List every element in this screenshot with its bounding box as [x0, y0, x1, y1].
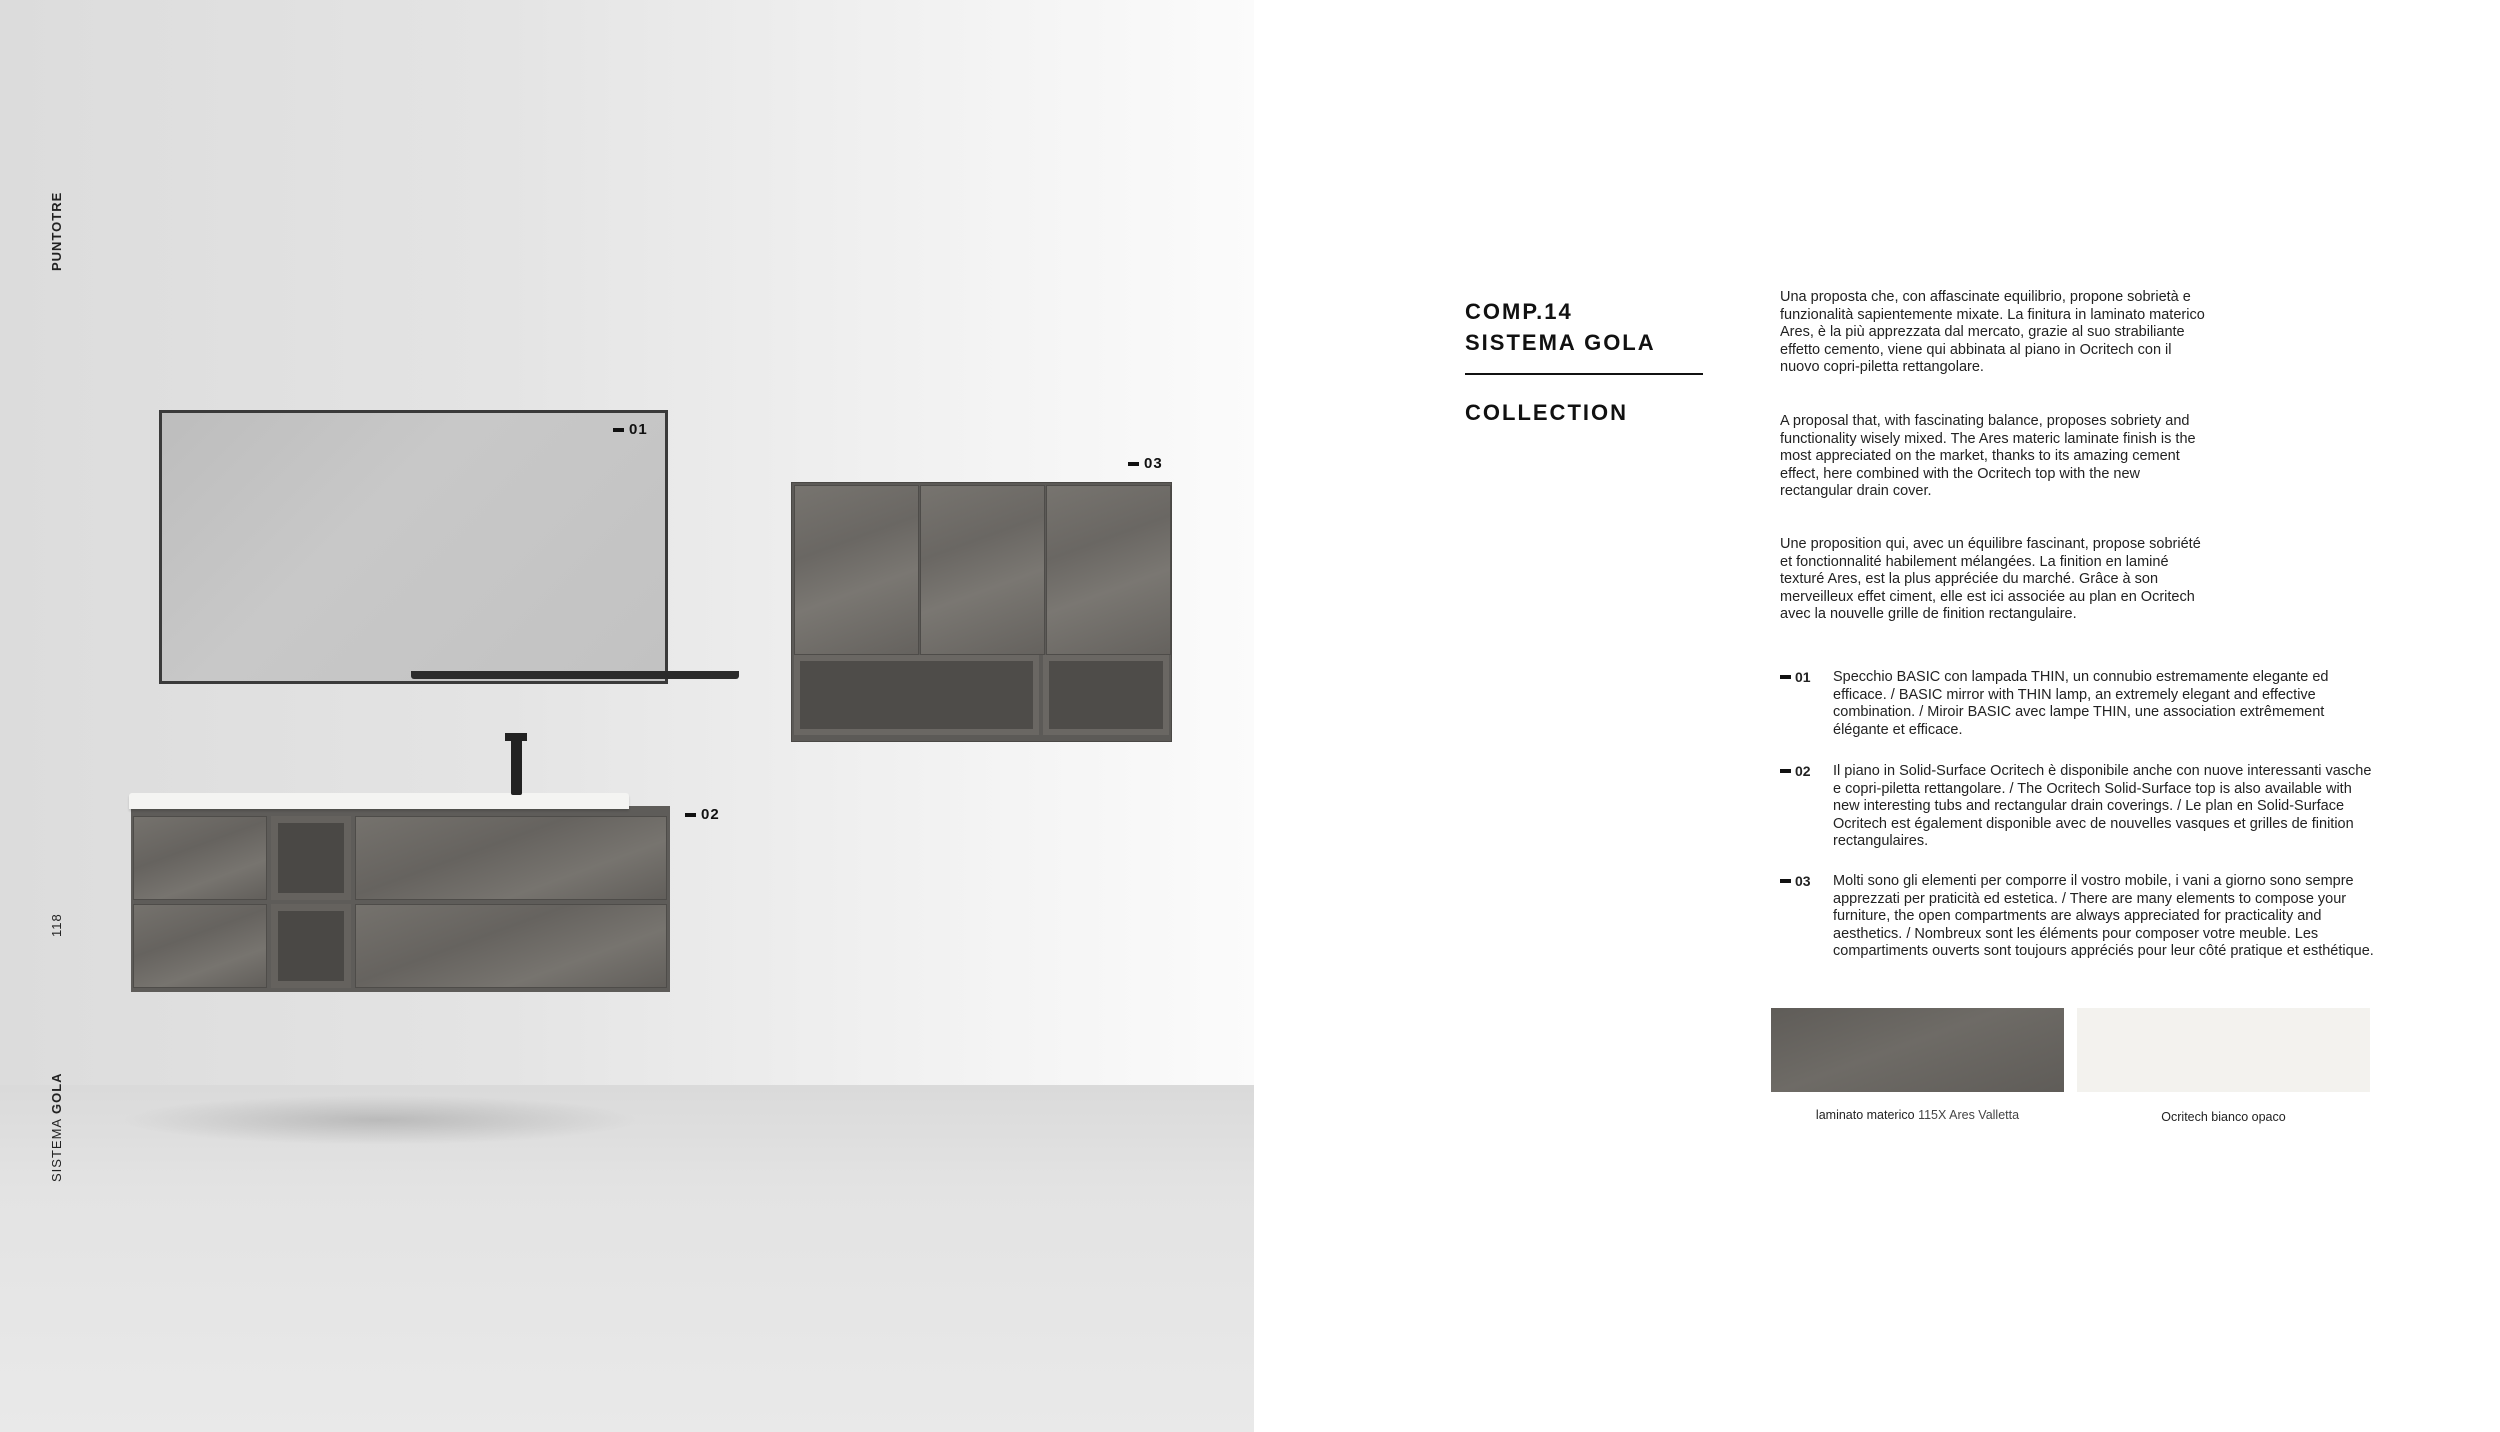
open-compartment [271, 904, 351, 988]
callout-03-label: 03 [1144, 455, 1163, 472]
brand-label: PUNTOTRE [49, 191, 64, 271]
page-number: 118 [49, 913, 64, 937]
callout-02-label: 02 [701, 806, 720, 823]
faucet [511, 733, 522, 795]
dash-icon [1780, 879, 1791, 883]
feature-number [1780, 669, 1833, 739]
title-divider [1465, 373, 1703, 375]
dash-icon [1128, 462, 1139, 466]
description-fr: Une proposition qui, avec un équilibre fascinant, propose sobriété et fonctionnalité habilement mélangées. La finition en laminé texturé Ares, est la plus appréciée du marché. Grâce à son merveilleux effet ciment, elle est ici associée au plan en Ocritech avec la nouvelle grille de finition rectangulaire. [1780, 536, 2201, 623]
cabinet-door [794, 485, 919, 655]
dash-icon [685, 813, 696, 817]
swatch-caption-ocritech: Ocritech bianco opaco [2161, 1110, 2286, 1124]
callout-01 [613, 421, 648, 438]
vanity-shadow [120, 1095, 640, 1145]
callout-01-label: 01 [629, 421, 648, 438]
collection-label-bold: GOLA [49, 1072, 64, 1115]
title-line-2: SISTEMA GOLA [1465, 330, 1656, 355]
drawer [133, 816, 267, 900]
feature-number-label: 02 [1795, 763, 1811, 779]
faucet-spout [505, 733, 527, 741]
feature-text: Molti sono gli elementi per comporre il vostro mobile, i vani a giorno sono sempre apprezzati per praticità ed estetica. / There are many elements to compose your furniture, the open compartments are always appreciated for practicality and aesthetics. / Nombreux sont les éléments pour composer votre meuble. Les compartiments ouverts sont toujours appréciés pour leur côté pratique et esthétique. [1833, 873, 2374, 960]
swatch-caption-main: laminato materico [1815, 1108, 1915, 1122]
callout-02 [685, 806, 720, 823]
feature-text: Il piano in Solid-Surface Ocritech è disponibile anche con nuove interessanti vasche e copri-piletta rettangolare. / The Ocritech Solid-Surface top is also available with new interesting tubs and rectangular drain coverings. / Le plan en Solid-Surface Ocritech est également disponible avec de nouvelles vasques et grilles de finition rectangulaires. [1833, 763, 2372, 850]
swatch-caption-ares [1771, 1108, 2064, 1122]
description-en: A proposal that, with fascinating balance, proposes sobriety and functionality wisely mixed. The Ares materic laminate finish is the most appreciated on the market, thanks to its amazing cement effect, here combined with the Ocritech top with the new rectangular drain cover. [1780, 413, 2196, 500]
feature-item-01 [1780, 669, 2380, 739]
floor [0, 1085, 1254, 1432]
feature-item-02 [1780, 763, 2380, 851]
composition-title [1465, 296, 1656, 358]
callout-03 [1128, 455, 1163, 472]
collection-heading: COLLECTION [1465, 400, 1628, 425]
swatch-ares-valletta [1771, 1008, 2064, 1092]
open-compartment [271, 816, 351, 900]
wall-cabinet [791, 482, 1172, 742]
swatch-ocritech-bianco [2077, 1008, 2370, 1092]
feature-text: Specchio BASIC con lampada THIN, un connubio estremamente elegante ed efficace. / BASIC mirror with THIN lamp, an extremely elegant and effective combination. / Miroir BASIC avec lampe THIN, une association extrêmement élégante et efficace. [1833, 669, 2329, 738]
cabinet-door [920, 485, 1045, 655]
drawer [355, 904, 667, 988]
feature-number-label: 01 [1795, 669, 1811, 685]
mirror [159, 410, 668, 684]
dash-icon [1780, 769, 1791, 773]
swatch-caption-code: 115X Ares Valletta [1918, 1108, 2020, 1122]
open-compartment [794, 655, 1039, 735]
open-compartment [1043, 655, 1169, 735]
collection-label-light: SISTEMA [49, 1114, 64, 1182]
drawer [133, 904, 267, 988]
title-line-1: COMP.14 [1465, 299, 1573, 324]
thin-lamp [411, 671, 739, 679]
feature-item-03 [1780, 873, 2380, 961]
drawer [355, 816, 667, 900]
ocritech-top [129, 793, 629, 809]
dash-icon [1780, 675, 1791, 679]
feature-number-label: 03 [1795, 873, 1811, 889]
collection-label [49, 1072, 64, 1182]
feature-number [1780, 763, 1833, 851]
description-it: Una proposta che, con affascinate equilibrio, propone sobrietà e funzionalità sapientemente mixate. La finitura in laminato materico Ares, è la più apprezzata dal mercato, grazie al suo strabiliante effetto cemento, viene qui abbinata al piano in Ocritech con il nuovo copri-piletta rettangolare. [1780, 289, 2205, 376]
cabinet-door [1046, 485, 1171, 655]
feature-number [1780, 873, 1833, 961]
vanity-unit [131, 806, 670, 992]
dash-icon [613, 428, 624, 432]
